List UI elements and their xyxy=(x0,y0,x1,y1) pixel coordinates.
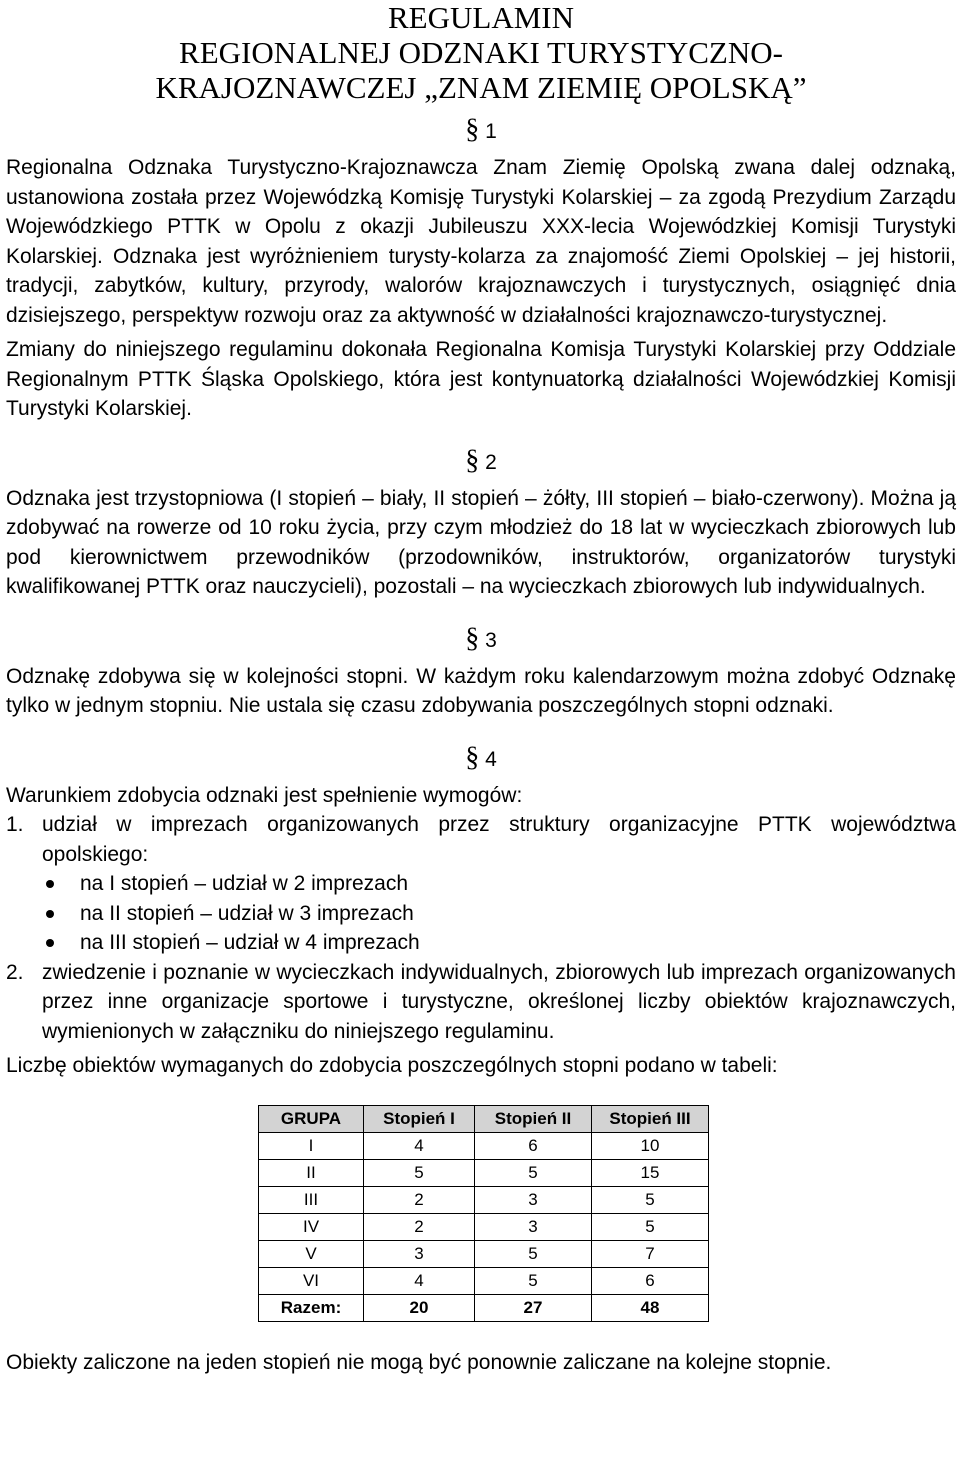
section-symbol: § xyxy=(465,114,480,145)
requirement-number: 2. xyxy=(6,960,24,984)
table-cell: 5 xyxy=(592,1213,709,1240)
table-cell: 4 xyxy=(364,1267,475,1294)
section-number: 2 xyxy=(485,450,497,474)
section-symbol: § xyxy=(465,444,480,476)
table-cell: Razem: xyxy=(259,1294,364,1321)
table-cell: 5 xyxy=(592,1186,709,1213)
table-row xyxy=(259,1159,709,1186)
table-cell: 3 xyxy=(475,1213,592,1240)
table-cell: IV xyxy=(259,1213,364,1240)
table-cell: 6 xyxy=(475,1132,592,1159)
document-title xyxy=(6,0,956,105)
table-cell: 2 xyxy=(364,1186,475,1213)
section-3-paragraph-1: Odznakę zdobywa się w kolejności stopni. W każdym roku kalendarzowym można zdobyć Odznakę tylko w jednym stopniu. Nie ustala się czasu zdobywania poszczególnych stopni odznaki. xyxy=(6,664,956,717)
table-row xyxy=(259,1240,709,1267)
after-table-note: Obiekty zaliczone na jeden stopień nie mogą być ponownie zaliczane na kolejne stopnie. xyxy=(6,1350,832,1374)
requirement-text: udział w imprezach organizowanych przez struktury organizacyjne PTTK województwa opolskiego: xyxy=(42,813,956,866)
table-cell: 5 xyxy=(364,1159,475,1186)
table-row xyxy=(259,1213,709,1240)
table-row xyxy=(259,1132,709,1159)
requirement-number: 1. xyxy=(6,813,24,836)
section-1-paragraph-2: Zmiany do niniejszego regulaminu dokonała Regionalna Komisja Turystyki Kolarskiej przy Oddziale Regionalnym PTTK Śląska Opolskiego, która jest kontynuatorką działalności Wojewódzkiej Komisji Turystyki Kolarskiej. xyxy=(6,338,956,420)
bullet-item: na II stopień – udział w 3 imprezach xyxy=(42,899,956,929)
table-cell: 4 xyxy=(364,1132,475,1159)
section-symbol: § xyxy=(465,622,480,654)
table-cell: V xyxy=(259,1240,364,1267)
requirement-item-2 xyxy=(6,958,956,1047)
title-line-3: KRAJOZNAWCZEJ „ZNAM ZIEMIĘ OPOLSKĄ” xyxy=(155,70,807,105)
table-cell: 5 xyxy=(475,1240,592,1267)
section-4-intro: Warunkiem zdobycia odznaki jest spełnienie wymogów: xyxy=(6,783,523,807)
section-2-paragraph-1: Odznaka jest trzystopniowa (I stopień – biały, II stopień – żółty, III stopień – biało-czerwony). Można ją zdobywać na rowerze od 10 roku życia, przy czym młodzież do 18 lat w wycieczkach zbiorowych lub pod kierownictwem przewodników (przodowników, instruktorów, organizatorów turystyki kwalifikowanej PTTK oraz nauczycieli), pozostali – na wycieczkach zbiorowych lub indywidualnych. xyxy=(6,486,956,598)
table-cell: 48 xyxy=(592,1294,709,1321)
table-cell: 10 xyxy=(592,1132,709,1159)
section-number: 4 xyxy=(485,747,497,771)
table-cell: 15 xyxy=(592,1159,709,1186)
section-number: 3 xyxy=(485,628,497,652)
table-intro: Liczbę obiektów wymaganych do zdobycia poszczególnych stopni podano w tabeli: xyxy=(6,1054,778,1077)
section-1-paragraph-1: Regionalna Odznaka Turystyczno-Krajoznawcza Znam Ziemię Opolską zwana dalej odznaką, ustanowiona została przez Wojewódzką Komisję Turystyki Kolarskiej – za zgodą Prezydium Zarządu Wojewódzkiego PTTK w Opolu z okazji Jubileuszu XXX-lecia Wojewódzkiej Komisji Turystyki Kolarskiej. Odznaka jest wyróżnieniem turysty-kolarza za znajomość Ziemi Opolskiej – jej historii, tradycji, zabytków, kultury, przyrody, walorów krajoznawczych i turystycznych, osiągnięć dnia dzisiejszego, perspektyw rozwoju oraz za aktywność w działalności krajoznawczo-turystycznej. xyxy=(6,156,956,327)
table-cell: 20 xyxy=(364,1294,475,1321)
section-symbol: § xyxy=(465,741,480,773)
table-cell: 27 xyxy=(475,1294,592,1321)
table-total-row xyxy=(259,1294,709,1321)
section-heading-2 xyxy=(6,438,956,484)
table-header-cell: Stopień I xyxy=(364,1105,475,1132)
table-cell: 6 xyxy=(592,1267,709,1294)
section-number: 1 xyxy=(485,120,497,143)
table-cell: III xyxy=(259,1186,364,1213)
table-header-row xyxy=(259,1105,709,1132)
table-cell: 3 xyxy=(364,1240,475,1267)
table-cell: 2 xyxy=(364,1213,475,1240)
requirement-item-1 xyxy=(6,810,956,958)
table-header-cell: Stopień III xyxy=(592,1105,709,1132)
bullet-item: na III stopień – udział w 4 imprezach xyxy=(42,928,956,958)
table-row xyxy=(259,1186,709,1213)
table-cell: II xyxy=(259,1159,364,1186)
section-heading-3 xyxy=(6,616,956,662)
requirements-table xyxy=(258,1105,709,1322)
table-header-cell: Stopień II xyxy=(475,1105,592,1132)
bullet-list xyxy=(42,869,956,958)
title-line-1: REGULAMIN xyxy=(388,0,574,35)
table-cell: 3 xyxy=(475,1186,592,1213)
requirement-text: zwiedzenie i poznanie w wycieczkach indywidualnych, zbiorowych lub imprezach organizowanych przez inne organizacje sportowe i turystyczne, określonej liczby obiektów krajoznawczych, wymienionych w załączniku do niniejszego regulaminu. xyxy=(42,960,956,1043)
section-heading-1 xyxy=(6,107,956,153)
requirements-list xyxy=(6,810,956,1046)
table-cell: I xyxy=(259,1132,364,1159)
bullet-item: na I stopień – udział w 2 imprezach xyxy=(42,869,956,899)
table-cell: VI xyxy=(259,1267,364,1294)
table-header-cell: GRUPA xyxy=(259,1105,364,1132)
section-heading-4 xyxy=(6,735,956,781)
table-cell: 7 xyxy=(592,1240,709,1267)
document-page xyxy=(6,0,956,1377)
table-cell: 5 xyxy=(475,1267,592,1294)
table-row xyxy=(259,1267,709,1294)
table-cell: 5 xyxy=(475,1159,592,1186)
title-line-2: REGIONALNEJ ODZNAKI TURYSTYCZNO- xyxy=(179,35,783,70)
